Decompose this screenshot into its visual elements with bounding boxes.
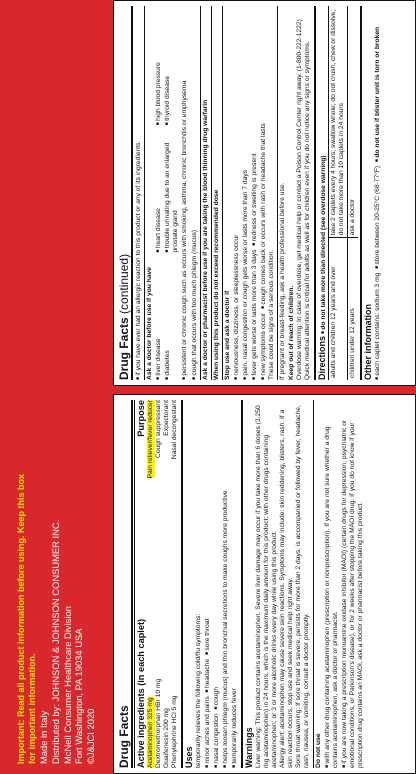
uses-section: Uses temporarily relieves the following cold/flu symptoms: ■ minor aches and pains ■ headache ■ sore throat ■ nasal congestion ■ cough ■ helps loosen phlegm (mucus) and thin bronchial secretions to make coughs more productive ■ temporarily reduces fever bbox=[181, 400, 239, 768]
allergy-alert: Allergy alert: acetaminophen may cause severe skin reactions. Symptoms may include: skin reddening, blisters, rash. If a skin reaction occurs, stop use and seek medical help right away. bbox=[279, 409, 295, 768]
made-in: Made in Italy bbox=[38, 710, 49, 764]
division: McNeil Consumer Healthcare Division bbox=[61, 606, 73, 764]
other-information-section: Other information ■ each caplet contains: sodium 3 mg ■ store between 20-25°C (68-77°F) ■ do not use if blister unit is torn or broken bbox=[360, 6, 383, 380]
do-not-use-heading: Do not use bbox=[313, 400, 323, 768]
ingredient-row: Dextromethorphan HBr 10 mg Cough suppressant bbox=[155, 400, 163, 768]
side-panel bbox=[16, 464, 97, 764]
directions-section: Directions ■ do not take more than directed (see overdose warning) adults and children 12 years and over take 2 caplets every 4 hours; swallow whole; do not crush, chew or dissolve; do not take more than 10 caplets in 24 hours children under 12 years ask a doctor bbox=[314, 6, 358, 380]
directions-table bbox=[328, 6, 358, 380]
distributor: Distributed by: JOHNSON & JOHNSON CONSUMER INC. bbox=[49, 519, 61, 764]
drug-facts-title: Drug Facts bbox=[117, 400, 133, 768]
table-row: adults and children 12 years and over take 2 caplets every 4 hours; swallow whole; do not crush, chew or dissolve; do not take more than 10 caplets in 24 hours bbox=[328, 6, 347, 380]
ingredient-row: Acetaminophen 325 mg Pain reliever/fever reducer bbox=[147, 400, 154, 768]
copyright: ©J&JCI 2020 bbox=[85, 708, 97, 764]
table-row: children under 12 years ask a doctor bbox=[347, 6, 358, 380]
sore-throat-warning: Sore throat warning: If sore throat is severe, persists for more than 2 days, is accompanied or followed by fever, headache, rash, nausea, or vomiting, consult a doctor promptly. bbox=[295, 405, 311, 768]
drug-facts-continued-title: Drug Facts (continued) bbox=[117, 6, 133, 380]
warnings-section: Warnings Liver warning: This product contains acetaminophen. Severe liver damage may occur if you take more than 6 doses (3,250 mg acetaminophen) in 24 hours, which is the maximum daily amount for this product; with other drugs containing acetaminophen; or 3 or more alcoholic drinks every day while using this product. Allergy alert: acetaminophen may cause severe skin reactions. Symptoms may include: skin reddening, blisters, rash. If a skin reaction occurs, stop use and seek medical help right away. Sore throat warning: If sore throat is severe, persists for more than 2 days, is accompanied or followed by fever, headache, rash, nausea, or vomiting, consult a doctor promptly. Do not use ■ with any other drug containing acetaminophen (prescription or nonprescription). If you are not sure whether a drug contains acetaminophen, ask a doctor or pharmacist. ■ if you are now taking a prescription monoamine oxidase inhibitor (MAOI) (certain drugs for depression, psychiatric or emotional conditions, or Parkinson's disease), or for 2 weeks after stopping the MAOI drug. If you do not know if your prescription drug contains an MAOI, ask a doctor or pharmacist before taking this product. bbox=[241, 400, 365, 768]
drug-facts-panel-2: Drug Facts (continued) ■ if you have ever had an allergic reaction to this product or any of its ingredients. Ask a doctor before use if you have ■ liver disease ■ diabetes ■ heart disease ■ trouble urinating due to an enlarged prostate gland ■ high blood pressure ■ thyroid disease ■ persistent or chronic cough such as occurs with smoking, asthma, chronic bronchitis or emphysema ■ cough that occurs with too much phlegm (mucus) Ask a doctor or pharmacist before use if you are taking the blood thinning drug warfarin When using this product do not exceed recommended dose Stop use and ask a doctor if ■ nervousness, dizziness, or sleeplessness occur ■ pain, nasal congestion or cough gets worse or lasts more than 7 days ■ fever gets worse or lasts more than 3 days ■ redness or swelling is present ■ new symptoms occur ■ cough comes back or occurs with rash or headache that lasts These could be signs of a serious condition. If pregnant or breast-feeding, ask a health professional before use. Keep out of reach of children. Overdose warning: In case of overdose, get medical help or contact a Poison Control Center right away. (1-800-222-1222) Quick medical attention is critical for adults as well as for children even if you do not notice any signs or symptoms. Directions ■ do not take more than directed (see overdose warning) adults and children 12 years and over take 2 caplets every 4 hours; swallow whole; do not crush, chew or dissolve; do not take more than 10 caplets in 24 hours children under 12 years ask a doctor Other information ■ each caplet contains: sodium 3 mg ■ store between 20-25°C (68-77°F) ■ do not use if blister unit is torn or broken bbox=[113, 0, 416, 386]
address: Fort Washington, PA 19034 USA bbox=[73, 628, 85, 764]
ingredient-row: Phenylephrine HCl 5 mg Nasal decongestant bbox=[171, 400, 179, 768]
ingredient-row: Guaifenesin 200 mg Expectorant bbox=[163, 400, 171, 768]
drug-facts-panel-1 bbox=[113, 394, 416, 774]
important-warning: Important: Read all product information before using. Keep this box for important information. bbox=[16, 473, 37, 764]
liver-warning: Liver warning: This product contains acetaminophen. Severe liver damage may occur if you take more than 6 doses (3,250 mg acetaminophen) in 24 hours, which is the maximum daily amount for this product; with other drugs containing acetaminophen; or 3 or more alcoholic drinks every day while using this product. bbox=[254, 405, 279, 768]
active-ingredients-header: Active ingredients (in each caplet) Purpose bbox=[136, 400, 146, 768]
